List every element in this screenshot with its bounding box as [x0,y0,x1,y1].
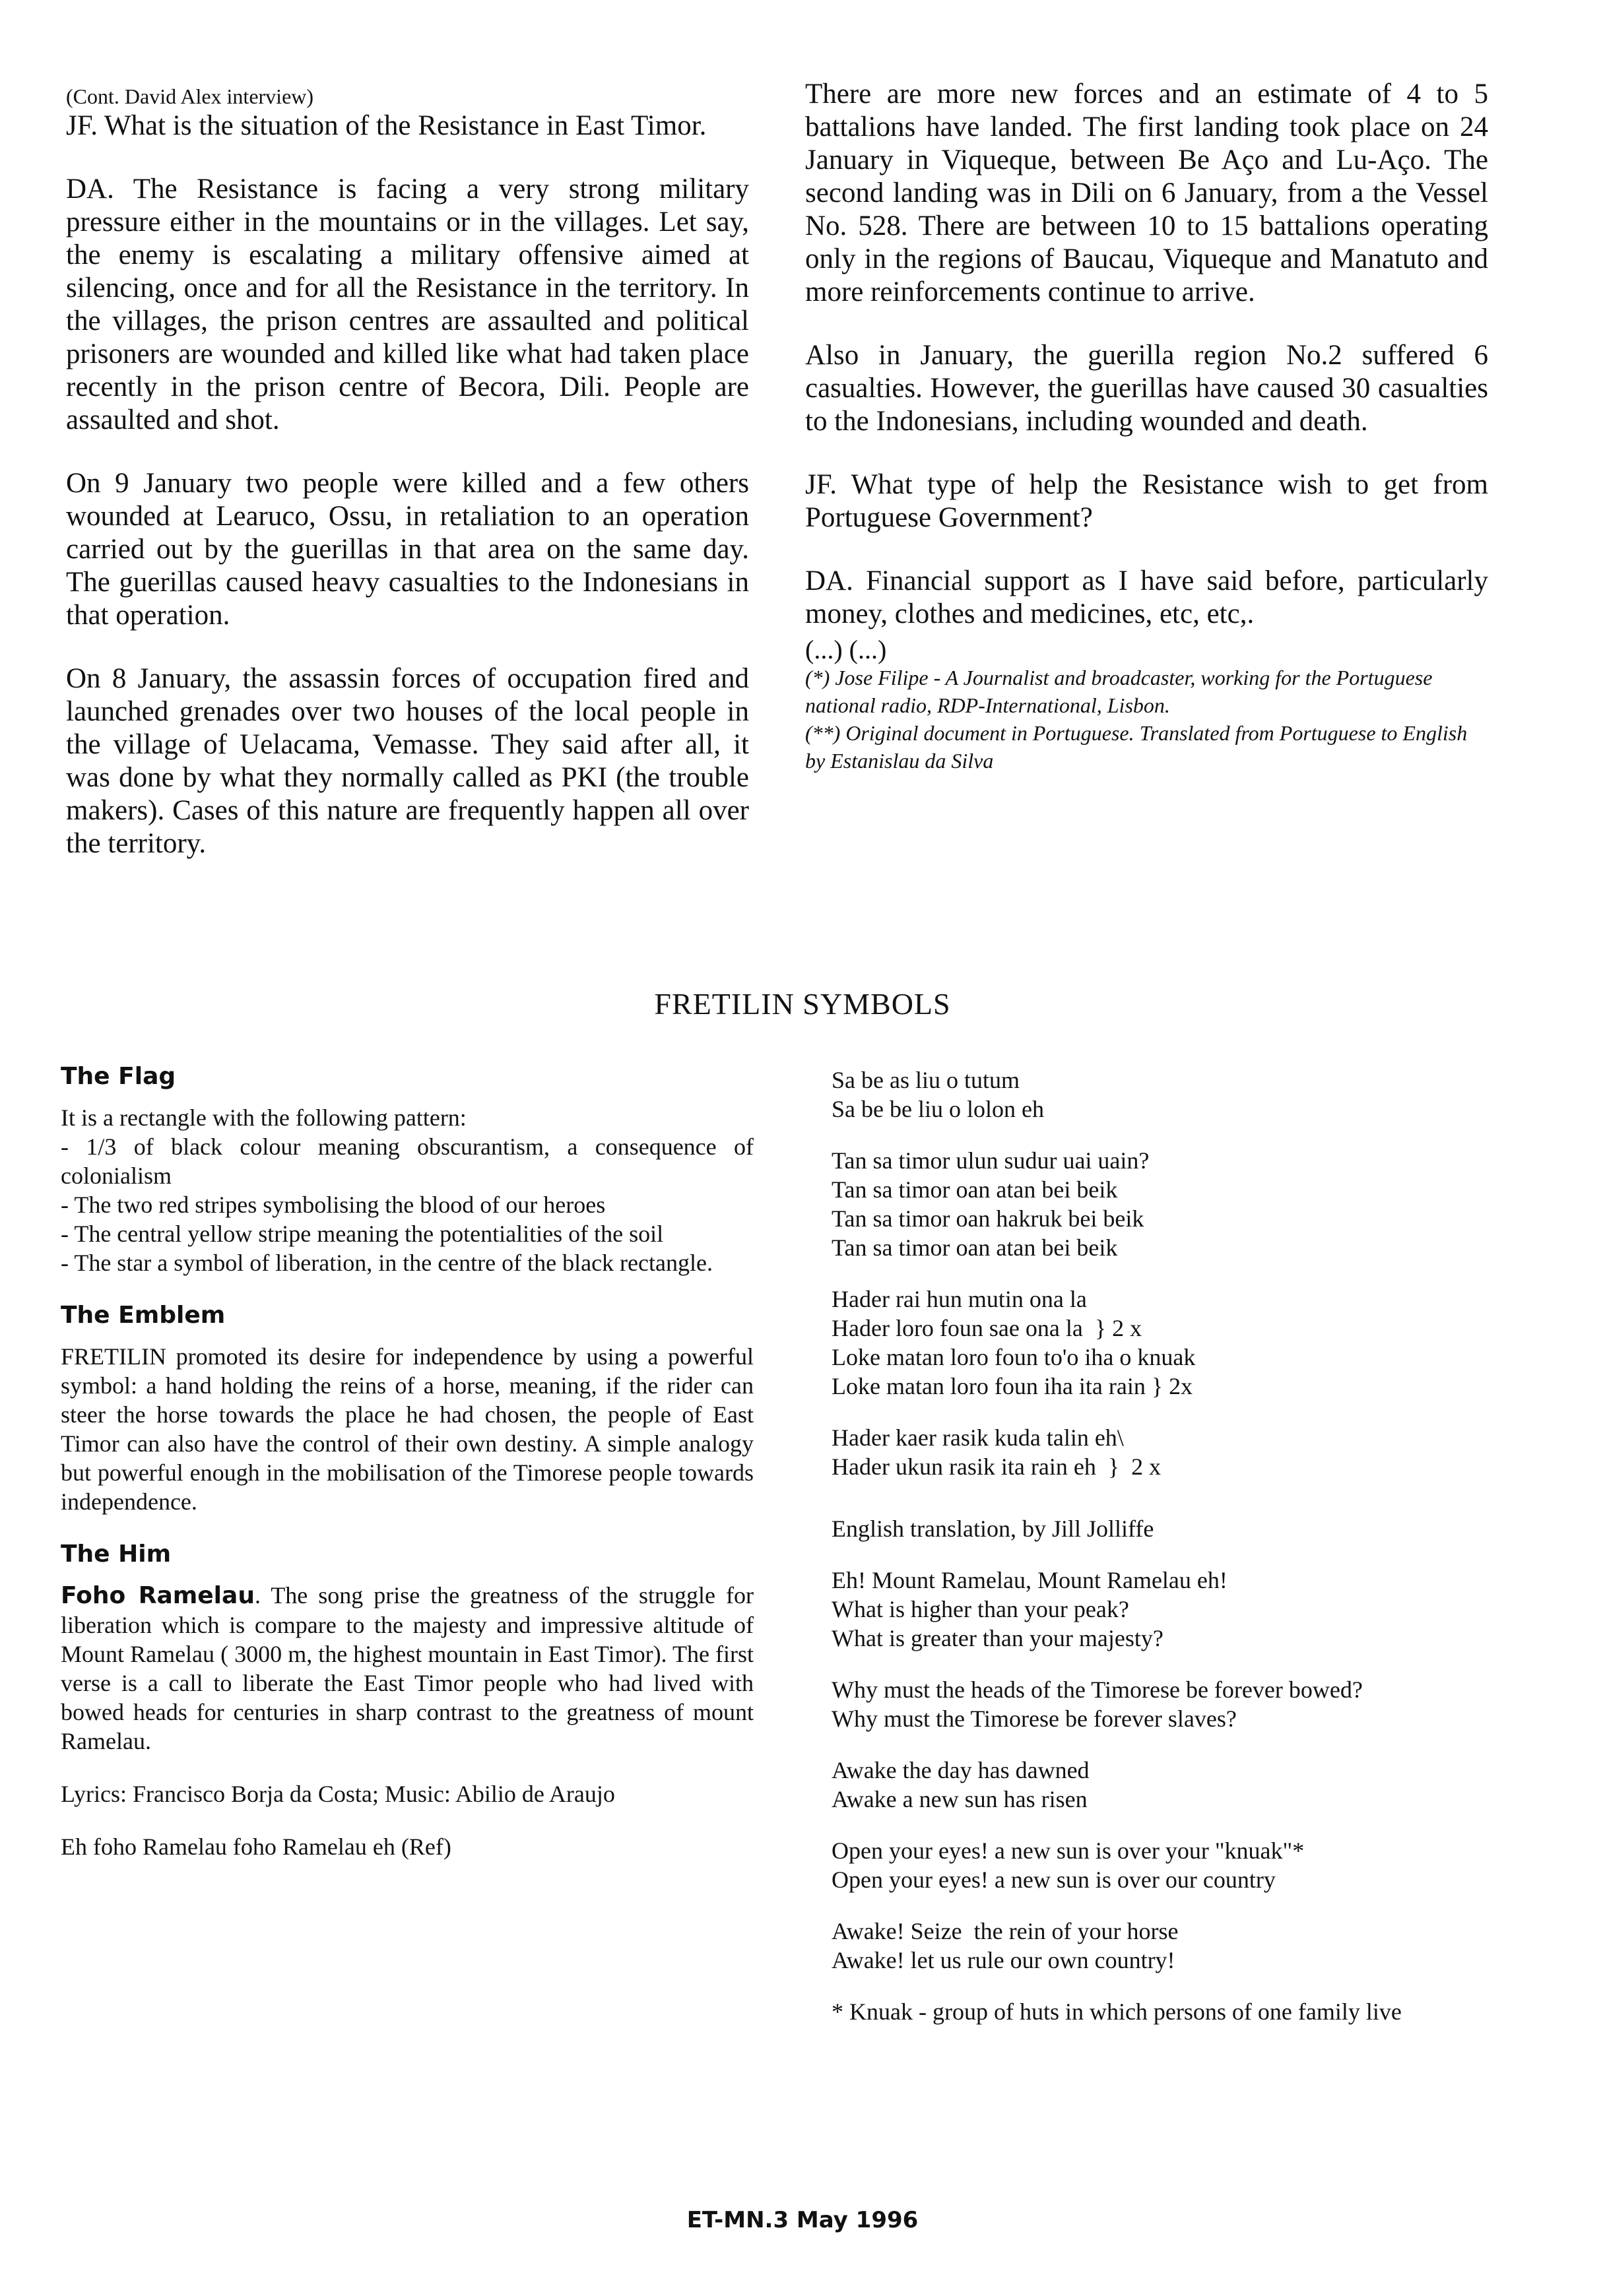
translation-stanza [832,1756,1544,1814]
lyrics-stanza [832,1146,1544,1262]
interview-paragraph: JF. What is the situation of the Resistance in East Timor. [66,110,707,141]
list-item: - The two red stripes symbolising the blood of our heroes [61,1192,606,1218]
translation-stanza [832,1566,1544,1653]
lyrics-stanza [832,1423,1544,1481]
interview-paragraph: On 9 January two people were killed and a few others wounded at Learuco, Ossu, in retaliation to an operation carried out by the guerillas in that area on the same day. The guerillas caused heavy casualties to the Indonesians in that operation. [66,468,749,631]
page-footer: ET-MN.3 May 1996 [686,2207,919,2233]
translation-stanza [832,1917,1544,1975]
lyric-line: Hader ukun rasik ita rain eh } 2 x [832,1453,1162,1480]
note-translation: (**) Original document in Portuguese. Translated from Portuguese to English by Estanislau da Silva [805,721,1468,773]
interview-paragraph: JF. What type of help the Resistance wish to get from Portuguese Government? [805,469,1488,533]
lyric-line: Hader rai hun mutin ona la [832,1286,1087,1312]
list-item: - 1/3 of black colour meaning obscurantism, a consequence of colonialism [61,1133,754,1189]
translation-line: Eh! Mount Ramelau, Mount Ramelau eh! [832,1567,1228,1593]
translation-line: Why must the Timorese be forever slaves? [832,1706,1237,1732]
translation-line: Awake! Seize the rein of your horse [832,1918,1179,1944]
ellipsis: (...) (...) [805,635,887,664]
lyric-line: Tan sa timor oan hakruk bei beik [832,1205,1144,1232]
interview-left-column [66,84,749,891]
footnote: * Knuak - group of huts in which persons of one family live [832,1998,1402,2025]
interview-notes [805,636,1488,775]
hymn-text: . The song prise the greatness of the struggle for liberation which is compare to the majesty and impressive altitude of Mount Ramelau ( 3000 m, the highest mountain in East Timor). The first verse is a call to liberate the East Timor people who had lived with bowed heads for centuries in sharp contrast to the greatness of mount Ramelau. [61,1582,754,1754]
interview-paragraph: DA. Financial support as I have said before, particularly money, clothes and medicines, etc, etc,. [805,565,1488,629]
hymn-description [61,1581,754,1756]
translation-line: What is greater than your majesty? [832,1625,1163,1651]
lyric-line: Tan sa timor oan atan bei beik [832,1176,1118,1203]
translation-line: What is higher than your peak? [832,1596,1129,1622]
translation-line: Awake the day has dawned [832,1757,1090,1783]
flag-list [61,1132,754,1277]
lyric-line: Tan sa timor ulun sudur uai uain? [832,1147,1150,1174]
flag-intro: It is a rectangle with the following pattern: [61,1104,467,1131]
translation-line: Why must the heads of the Timorese be forever bowed? [832,1676,1363,1703]
hymn-credits: Lyrics: Francisco Borja da Costa; Music: Abilio de Araujo [61,1781,615,1807]
translation-line: Open your eyes! a new sun is over your "knuak"* [832,1837,1305,1864]
lyrics-stanza [832,1285,1544,1401]
symbols-left-column [61,1062,754,1885]
translation-line: Awake! let us rule our own country! [832,1947,1175,1973]
interview-paragraph: DA. The Resistance is facing a very strong military pressure either in the mountains or in the villages. Let say, the enemy is escalating a military offensive aimed at silencing, once and for all the Resistance in the territory. In the villages, the prison centres are assaulted and political prisoners are wounded and killed like what had taken place recently in the prison centre of Becora, Dili. People are assaulted and shot. [66,174,749,435]
lyric-line: Loke matan loro foun to'o iha o knuak [832,1344,1196,1370]
continuation-label: (Cont. David Alex interview) [66,84,314,108]
note-journalist: (*) Jose Filipe - A Journalist and broadcaster, working for the Portuguese national radio, RDP-International, Lisbon. [805,666,1433,717]
lyrics-stanza [832,1066,1544,1124]
translation-credit: English translation, by Jill Jolliffe [832,1515,1154,1542]
hymn-refrain: Eh foho Ramelau foho Ramelau eh (Ref) [61,1834,451,1860]
translation-stanza [832,1675,1544,1733]
translation-stanza [832,1836,1544,1894]
section-title: FRETILIN SYMBOLS [654,987,951,1021]
list-item: - The central yellow stripe meaning the potentialities of the soil [61,1221,664,1247]
translation-line: Open your eyes! a new sun is over our country [832,1866,1276,1893]
interview-paragraph: On 8 January, the assassin forces of occupation fired and launched grenades over two houses of the local people in the village of Uelacama, Vemasse. They said after all, it was done by what they normally called as PKI (the trouble makers). Cases of this nature are frequently happen all over the territory. [66,663,749,859]
symbols-right-column [832,1066,1544,2026]
lyric-line: Tan sa timor oan atan bei beik [832,1234,1118,1261]
emblem-heading: The Emblem [61,1302,226,1329]
emblem-text: FRETILIN promoted its desire for independence by using a powerful symbol: a hand holding the reins of a horse, meaning, if the rider can steer the horse towards the place he had chosen, the people of East Timor can also have the control of their own destiny. A simple analogy but powerful enough in the mobilisation of the Timorese people towards independence. [61,1343,754,1515]
interview-paragraph: There are more new forces and an estimate of 4 to 5 battalions have landed. The first landing took place on 24 January in Viqueque, between Be Aço and Lu-Aço. The second landing was in Dili on 6 January, from a the Vessel No. 528. There are between 10 to 15 battalions operating only in the regions of Baucau, Viqueque and Manatuto and more reinforcements continue to arrive. [805,79,1488,307]
translation-line: Awake a new sun has risen [832,1786,1088,1812]
interview-right-column [805,78,1488,775]
hymn-title: Foho Ramelau [61,1582,255,1609]
list-item: - The star a symbol of liberation, in the centre of the black rectangle. [61,1250,713,1276]
hymn-heading: The Him [61,1541,172,1568]
lyric-line: Hader loro foun sae ona la } 2 x [832,1315,1142,1341]
flag-heading: The Flag [61,1063,176,1090]
interview-paragraph: Also in January, the guerilla region No.2 suffered 6 casualties. However, the guerillas have caused 30 casualties to the Indonesians, including wounded and death. [805,340,1488,437]
lyric-line: Sa be as liu o tutum [832,1067,1020,1093]
lyric-line: Sa be be liu o lolon eh [832,1096,1044,1122]
lyric-line: Hader kaer rasik kuda talin eh\ [832,1424,1124,1451]
lyric-line: Loke matan loro foun iha ita rain } 2x [832,1373,1193,1399]
